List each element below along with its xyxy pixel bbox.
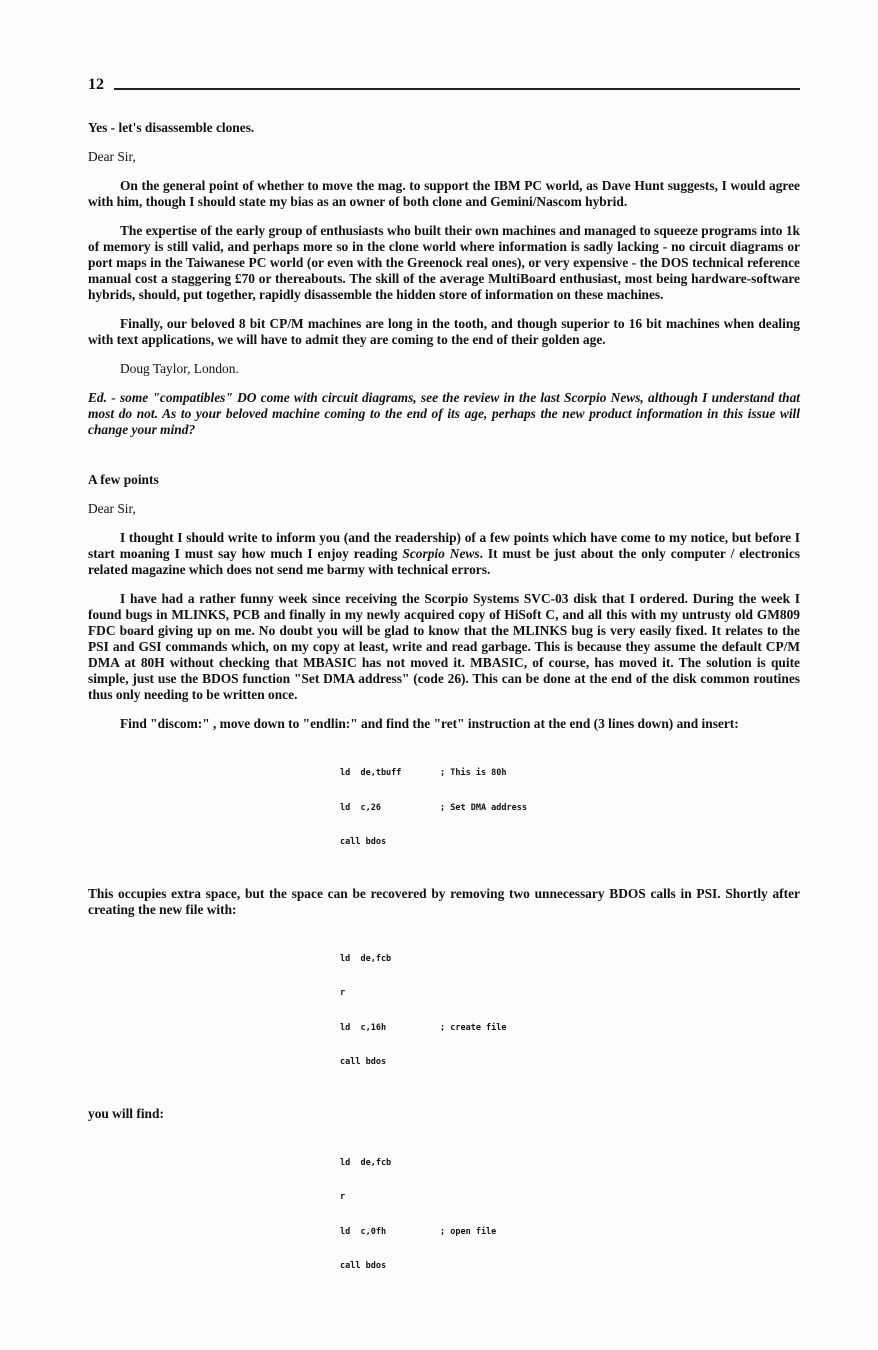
code-line xyxy=(340,1057,800,1069)
letter1-paragraph: Finally, our beloved 8 bit CP/M machines are long in the tooth, and though superior to 16 bit machines when dealing with text applications, we will have to admit they are coming to the end of their golden age. xyxy=(88,316,800,347)
letter2-title: A few points xyxy=(88,472,159,487)
letter1-signature: Doug Taylor, London. xyxy=(120,361,239,376)
text: . It must be just about the only computer / electronics related magazine which does not send me barmy with technical errors. xyxy=(88,546,800,577)
code-line xyxy=(340,1023,800,1035)
code-line xyxy=(340,837,800,849)
letter2-paragraph: you will find: xyxy=(88,1105,164,1121)
code-instruction: ld c,26 xyxy=(340,802,381,813)
code-instruction: call bdos xyxy=(340,1261,387,1271)
letter2-paragraph: This occupies extra space, but the space can be recovered by removing two unnecessary BDOS calls in PSI. Shortly after creating the new file with: xyxy=(88,885,800,917)
code-comment: ; open file xyxy=(440,1226,497,1237)
code-line xyxy=(340,1261,800,1273)
code-line xyxy=(340,1192,800,1204)
letter1-paragraph: The expertise of the early group of enthusiasts who built their own machines and managed to squeeze programs into 1k of memory is still valid, and perhaps more so in the clone world where information is sadly lacking - no circuit diagrams or port maps in the Taiwanese PC world (or even with the Greenock real ones), or very expensive - the DOS technical reference manual cost a staggering £70 or thereabouts. The skill of the average MultiBoard enthusiast, most being hardware-software hybrids, should, put together, rapidly disassemble the hidden store of information on these machines. xyxy=(88,223,800,302)
code-line xyxy=(340,768,800,780)
code-block-3 xyxy=(340,1135,800,1296)
code-block-1 xyxy=(340,745,800,872)
letter2-salutation: Dear Sir, xyxy=(88,501,136,516)
code-instruction: call bdos xyxy=(340,837,387,847)
code-instruction: r xyxy=(340,1192,346,1202)
letter2-paragraph: Find "discom:" , move down to "endlin:" and find the "ret" instruction at the end (3 lines down) and insert: xyxy=(120,716,739,731)
code-line xyxy=(340,988,800,1000)
code-line xyxy=(340,1227,800,1239)
code-instruction: ld c,0fh xyxy=(340,1226,387,1237)
code-block-2 xyxy=(340,931,800,1092)
letter1-salutation: Dear Sir, xyxy=(88,149,136,164)
code-instruction: ld de,fcb xyxy=(340,1157,392,1168)
letter2-paragraph xyxy=(88,530,800,578)
code-instruction: ld de,tbuff xyxy=(340,768,402,778)
page-number: 12 xyxy=(88,76,104,93)
code-line xyxy=(340,954,800,966)
code-comment: ; This is 80h xyxy=(440,768,507,778)
letter1-title: Yes - let's disassemble clones. xyxy=(88,120,255,135)
header-rule xyxy=(114,88,800,90)
page-body xyxy=(88,120,800,1350)
code-instruction: r xyxy=(340,988,346,998)
text: I thought I should write to inform you (and the readership) of a few points which have come to my notice, but before I start moaning I must say how much I enjoy reading xyxy=(88,530,800,561)
code-instruction: ld de,fcb xyxy=(340,953,392,964)
code-line xyxy=(340,803,800,815)
letter2-paragraph: I have had a rather funny week since receiving the Scorpio Systems SVC-03 disk that I ordered. During the week I found bugs in MLINKS, PCB and finally in my newly acquired copy of HiSoft C, and all this with my untrusty old GM809 FDC board giving up on me. No doubt you will be glad to know that the MLINKS bug is very easily fixed. It relates to the PSI and GSI commands which, on my copy at least, write and read garbage. This is because they assume the default CP/M DMA at 80H without checking that MBASIC has not moved it. MBASIC, of course, has moved it. The solution is quite simple, just use the BDOS function "Set DMA address" (code 26). This can be done at the end of the disk common routines thus only needing to be written once. xyxy=(88,591,800,702)
code-line xyxy=(340,1158,800,1170)
code-comment: ; create file xyxy=(440,1022,507,1033)
code-instruction: call bdos xyxy=(340,1057,387,1067)
editor-note: Ed. - some "compatibles" DO come with circuit diagrams, see the review in the last Scorpio News, although I understand that most do not. As to your beloved machine coming to the end of its age, perhaps the new product information in this issue will change your mind? xyxy=(88,390,800,437)
magazine-name: Scorpio News xyxy=(402,546,480,561)
letter1-paragraph: On the general point of whether to move the mag. to support the IBM PC world, as Dave Hunt suggests, I would agree with him, though I should state my bias as an owner of both clone and Gemini/Nascom hybrid. xyxy=(88,178,800,209)
code-comment: ; Set DMA address xyxy=(440,802,527,813)
code-instruction: ld c,16h xyxy=(340,1022,387,1033)
